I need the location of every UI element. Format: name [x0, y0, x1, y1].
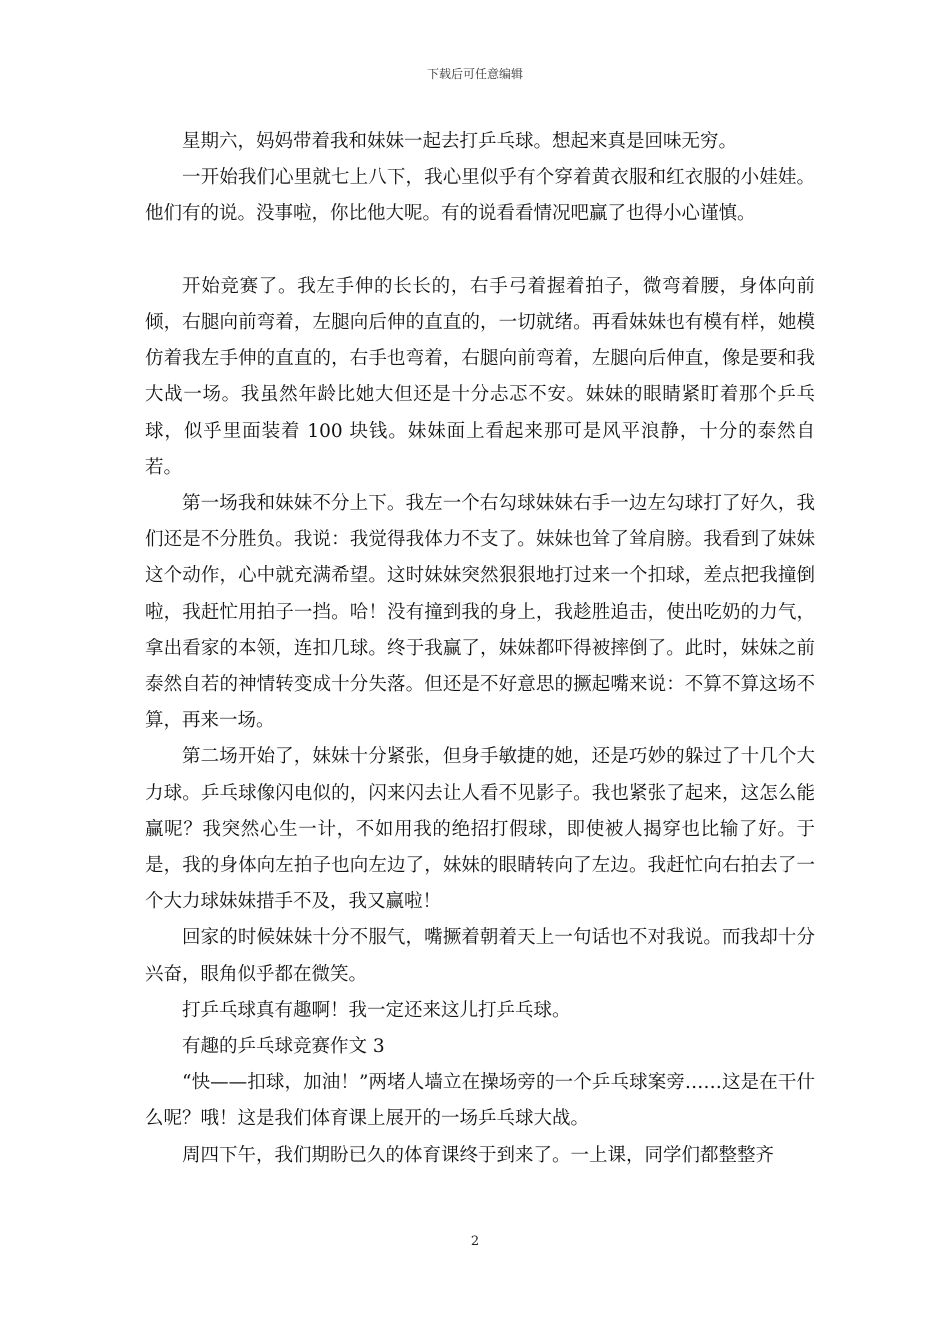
paragraph: 第一场我和妹妹不分上下。我左一个右勾球妹妹右手一边左勾球打了好久，我们还是不分胜负。我说：我觉得我体力不支了。妹妹也耸了耸肩膀。我看到了妹妹这个动作，心中就充满希望。这时妹妹突然狠狠地打过来一个扣球，差点把我撞倒啦，我赶忙用拍子一挡。哈！没有撞到我的身上，我趁胜追击，使出吃奶的力气，拿出看家的本领，连扣几球。终于我赢了，妹妹都吓得被摔倒了。此时，妹妹之前泰然自若的神情转变成十分失落。但还是不好意思的撅起嘴来说：不算不算这场不算，再来一场。: [145, 493, 815, 732]
paragraph: “快——扣球，加油！”两堵人墙立在操场旁的一个乒乓球案旁……这是在干什么呢？哦！这是我们体育课上展开的一场乒乓球大战。: [145, 1072, 815, 1130]
paragraph: 星期六，妈妈带着我和妹妹一起去打乒乓球。想起来真是回味无穷。: [182, 131, 738, 152]
paragraph: 开始竞赛了。我左手伸的长长的，右手弓着握着拍子，微弯着腰，身体向前倾，右腿向前弯着，左腿向后伸的直直的，一切就绪。再看妹妹也有模有样，她模仿着我左手伸的直直的，右手也弯着，右腿向前弯着，左腿向后伸直，像是要和我大战一场。我虽然年龄比她大但还是十分忐忑不安。妹妹的眼睛紧盯着那个乒乓球，似乎里面装着 100 块钱。妹妹面上看起来那可是风平浪静，十分的泰然自若。: [145, 275, 815, 478]
document-body: [145, 124, 815, 1174]
paragraph: 回家的时候妹妹十分不服气，嘴撅着朝着天上一句话也不对我说。而我却十分兴奋，眼角似乎都在微笑。: [145, 927, 815, 985]
page-number: 2: [470, 1234, 480, 1249]
section-title: 有趣的乒乓球竞赛作文 3: [182, 1036, 385, 1058]
paragraph: 周四下午，我们期盼已久的体育课终于到来了。一上课，同学们都整整齐: [182, 1144, 775, 1166]
paragraph: 一开始我们心里就七上八下，我心里似乎有个穿着黄衣服和红衣服的小娃娃。他们有的说。没事啦，你比他大呢。有的说看看情况吧赢了也得小心谨慎。: [145, 167, 815, 225]
page-header: 下载后可任意编辑: [426, 67, 523, 81]
blank-line: [145, 233, 815, 269]
paragraph: 第二场开始了，妹妹十分紧张，但身手敏捷的她，还是巧妙的躲过了十几个大力球。乒乓球像闪电似的，闪来闪去让人看不见影子。我也紧张了起来，这怎么能赢呢？我突然心生一计，不如用我的绝招打假球，即使被人揭穿也比输了好。于是，我的身体向左拍子也向左边了，妹妹的眼睛转向了左边。我赶忙向右拍去了一个大力球妹妹措手不及，我又赢啦！: [145, 746, 815, 913]
paragraph: 打乒乓球真有趣啊！我一定还来这儿打乒乓球。: [182, 999, 571, 1021]
